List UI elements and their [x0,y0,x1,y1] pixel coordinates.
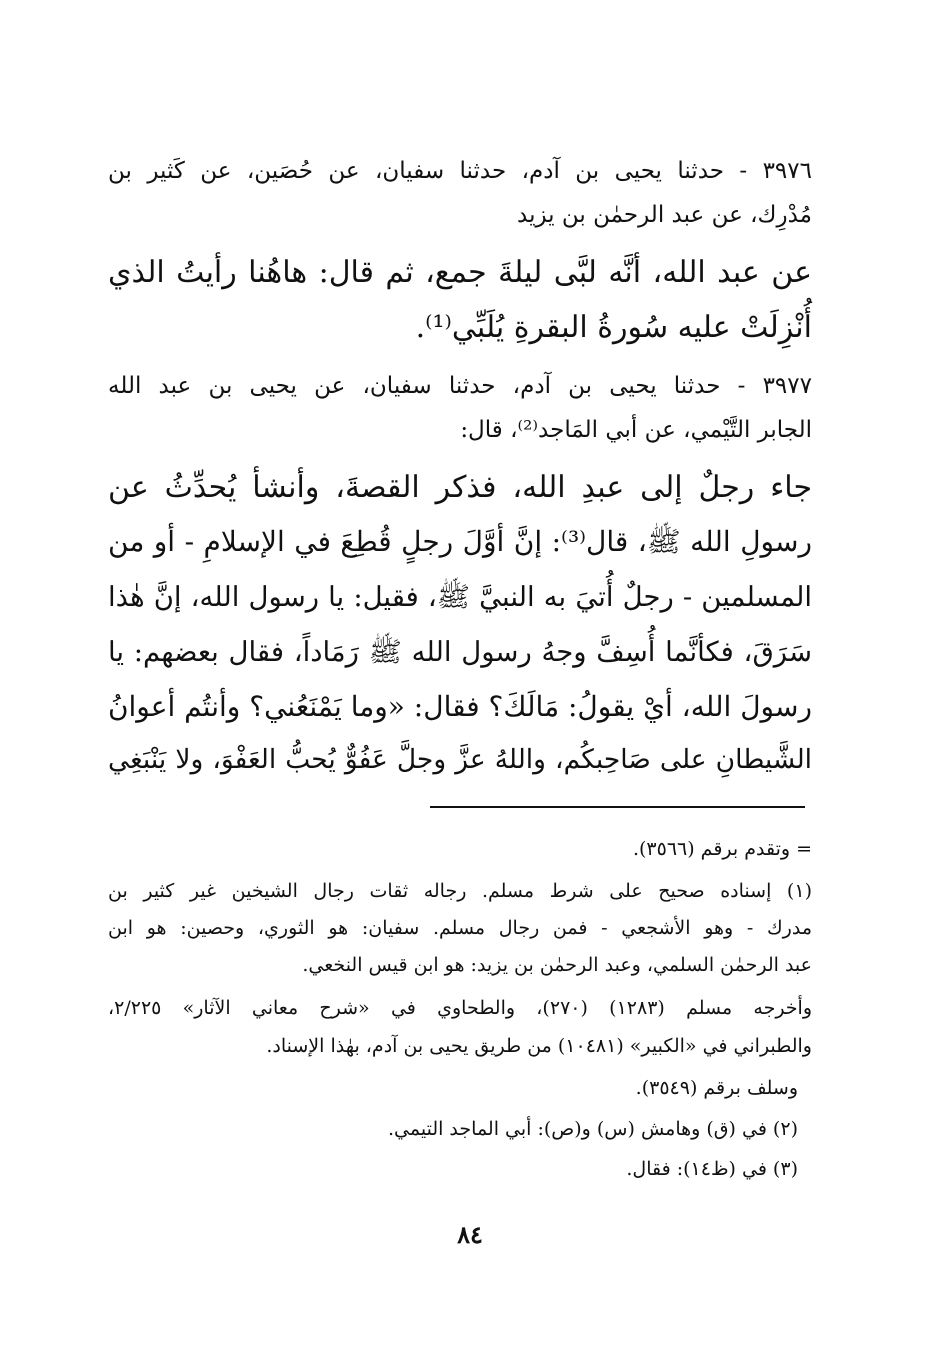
hadith-3976-matn-line-1: عن عبد الله، أنَّه لبَّى ليلةَ جمع، ثم قال: هاهُنا رأيتُ الذي [108,255,812,290]
hadith-3977-matn-line: المسلمين - رجلٌ أُتيَ به النبيَّ ﷺ، فقيل: يا رسول الله، إنَّ هٰذا [108,581,812,613]
footnote-1-line: عبد الرحمٰن السلمي، وعبد الرحمٰن بن يزيد: هو ابن قيس النخعي. [302,954,812,976]
footnote-3: (٣) في (ظ١٤): فقال. [626,1158,798,1180]
footnote-2: (٢) في (ق) وهامش (س) و(ص): أبي الماجد التيمي. [388,1118,798,1140]
hadith-3977-matn-line: الشَّيطانِ على صَاحِبكُم، واللهُ عزَّ وجلَّ عَفُوٌّ يُحبُّ العَفْوَ، ولا يَنْبَغِي [108,744,812,775]
footnote-1-salaf: وسلف برقم (٣٥٤٩). [635,1077,798,1099]
hadith-3977-matn-line: رسولَ الله، أيْ يقولُ: مَالَكَ؟ فقال: «وما يَمْنَعُني؟ وأنتُم أعوانُ [107,690,812,723]
hadith-3977-matn-line: رسولِ الله ﷺ، قال⁽³⁾: إنَّ أوَّلَ رجلٍ قُطِعَ في الإسلامِ - أو من [108,525,812,558]
hadith-3977-isnad-line-2: الجابر التَّيْمي، عن أبي المَاجد⁽²⁾، قال: [460,417,812,443]
footnote-separator [430,806,805,808]
hadith-3976-isnad-line-1: ٣٩٧٦ - حدثنا يحيى بن آدم، حدثنا سفيان، عن حُصَين، عن كَثير بن [108,158,812,184]
hadith-3976-matn-line-2: أُنْزِلَتْ عليه سُورةُ البقرةِ يُلَبِّي⁽¹⁾. [415,310,812,345]
page-number: ٨٤ [457,1220,483,1249]
footnote-1-line: (١) إسناده صحيح على شرط مسلم. رجاله ثقات رجال الشيخين غير كثير بن [108,880,812,902]
footnote-1-takhrij-line: وأخرجه مسلم (١٢٨٣) (٢٧٠)، والطحاوي في «شرح معاني الآثار» ٢/٢٢٥، [108,997,813,1019]
footnote-1-takhrij-line: والطبراني في «الكبير» (١٠٤٨١) من طريق يحيى بن آدم، بهٰذا الإسناد. [266,1035,812,1057]
hadith-3977-matn-line: جاء رجلٌ إلى عبدِ الله، فذكر القصةَ، وأنشأ يُحدِّثُ عن [108,470,812,505]
hadith-3977-isnad-line-1: ٣٩٧٧ - حدثنا يحيى بن آدم، حدثنا سفيان، عن يحيى بن عبد الله [108,373,812,399]
footnote-1-line: مدرك - وهو الأشجعي - فمن رجال مسلم. سفيان: هو الثوري، وحصين: هو ابن [108,917,812,939]
hadith-3977-matn-line: سَرَقَ، فكأنَّما أُسِفَّ وجهُ رسول الله ﷺ رَمَاداً، فقال بعضهم: يا [108,636,812,668]
hadith-3976-isnad-line-2: مُدْرِك، عن عبد الرحمٰن بن يزيد [517,202,812,228]
footnote-continuation: = وتقدم برقم (٣٥٦٦). [632,838,812,860]
